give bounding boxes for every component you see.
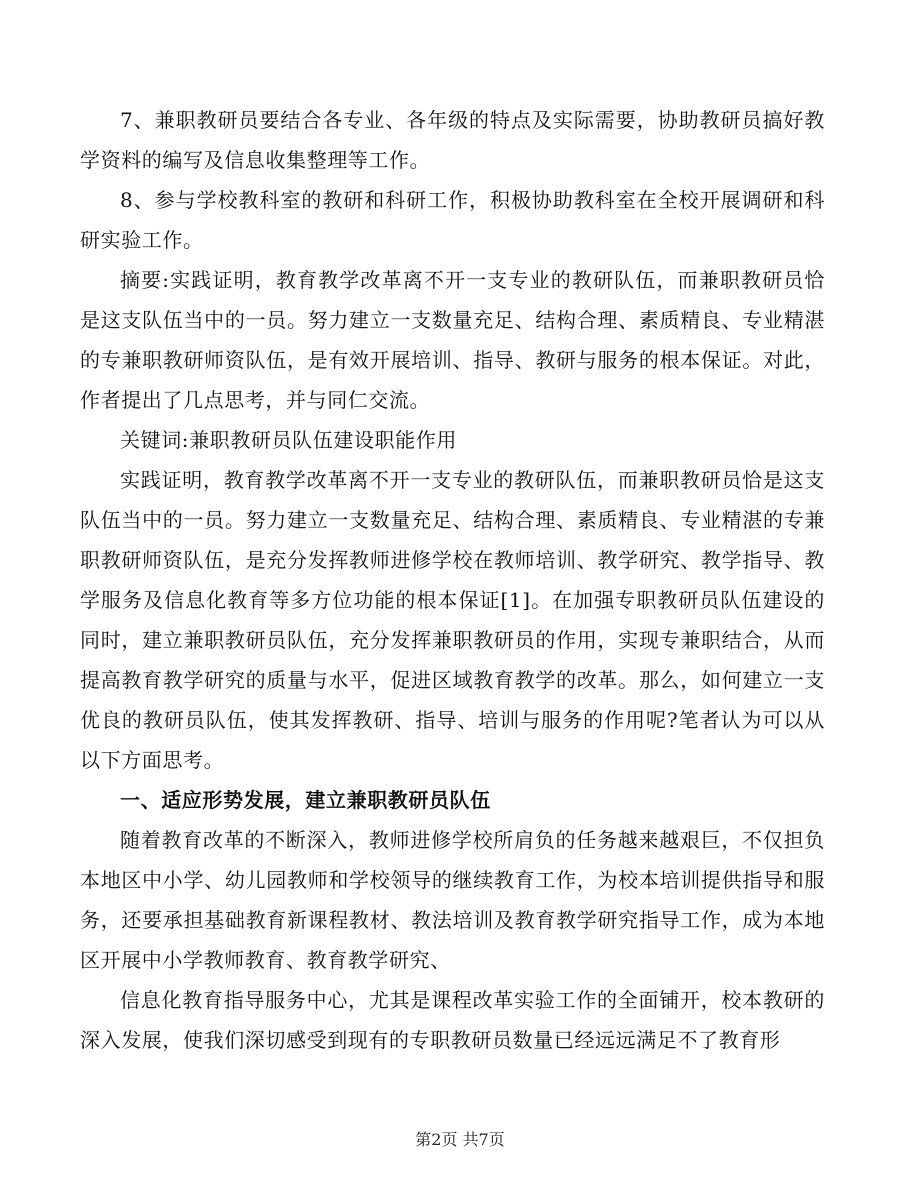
- paragraph-item-8: 8、参与学校教科室的教研和科研工作，积极协助教科室在全校开展调研和科研实验工作。: [80, 188, 825, 252]
- document-body: [80, 100, 825, 1060]
- paragraph-item-7: 7、兼职教研员要结合各专业、各年级的特点及实际需要，协助教研员搞好教学资料的编写及信息收集整理等工作。: [80, 108, 825, 172]
- paragraph-abstract: 摘要:实践证明，教育教学改革离不开一支专业的教研队伍，而兼职教研员恰是这支队伍当中的一员。努力建立一支数量充足、结构合理、素质精良、专业精湛的专兼职教研师资队伍，是有效开展培训、指导、教研与服务的根本保证。对此，作者提出了几点思考，并与同仁交流。: [80, 268, 825, 412]
- page-number-footer: 第2页 共7页: [415, 1130, 505, 1149]
- paragraph-keywords: 关键词:兼职教研员队伍建设职能作用: [120, 428, 457, 452]
- paragraph-section-1: 随着教育改革的不断深入，教师进修学校所肩负的任务越来越艰巨，不仅担负本地区中小学、幼儿园教师和学校领导的继续教育工作，为校本培训提供指导和服务，还要承担基础教育新课程教材、教法培训及教育教学研究指导工作，成为本地区开展中小学教师教育、教育教学研究、: [80, 828, 825, 972]
- paragraph-section-2: 信息化教育指导服务中心，尤其是课程改革实验工作的全面铺开，校本教研的深入发展，使我们深切感受到现有的专职教研员数量已经远远满足不了教育形: [80, 988, 825, 1052]
- paragraph-intro: 实践证明，教育教学改革离不开一支专业的教研队伍，而兼职教研员恰是这支队伍当中的一员。努力建立一支数量充足、结构合理、素质精良、专业精湛的专兼职教研师资队伍，是充分发挥教师进修学校在教师培训、教学研究、教学指导、教学服务及信息化教育等多方位功能的根本保证[1]。在加强专职教研员队伍建设的同时，建立兼职教研员队伍，充分发挥兼职教研员的作用，实现专兼职结合，从而提高教育教学研究的质量与水平，促进区域教育教学的改革。那么，如何建立一支优良的教研员队伍，使其发挥教研、指导、培训与服务的作用呢?笔者认为可以从以下方面思考。: [80, 468, 825, 772]
- section-heading: 一、适应形势发展，建立兼职教研员队伍: [120, 788, 491, 812]
